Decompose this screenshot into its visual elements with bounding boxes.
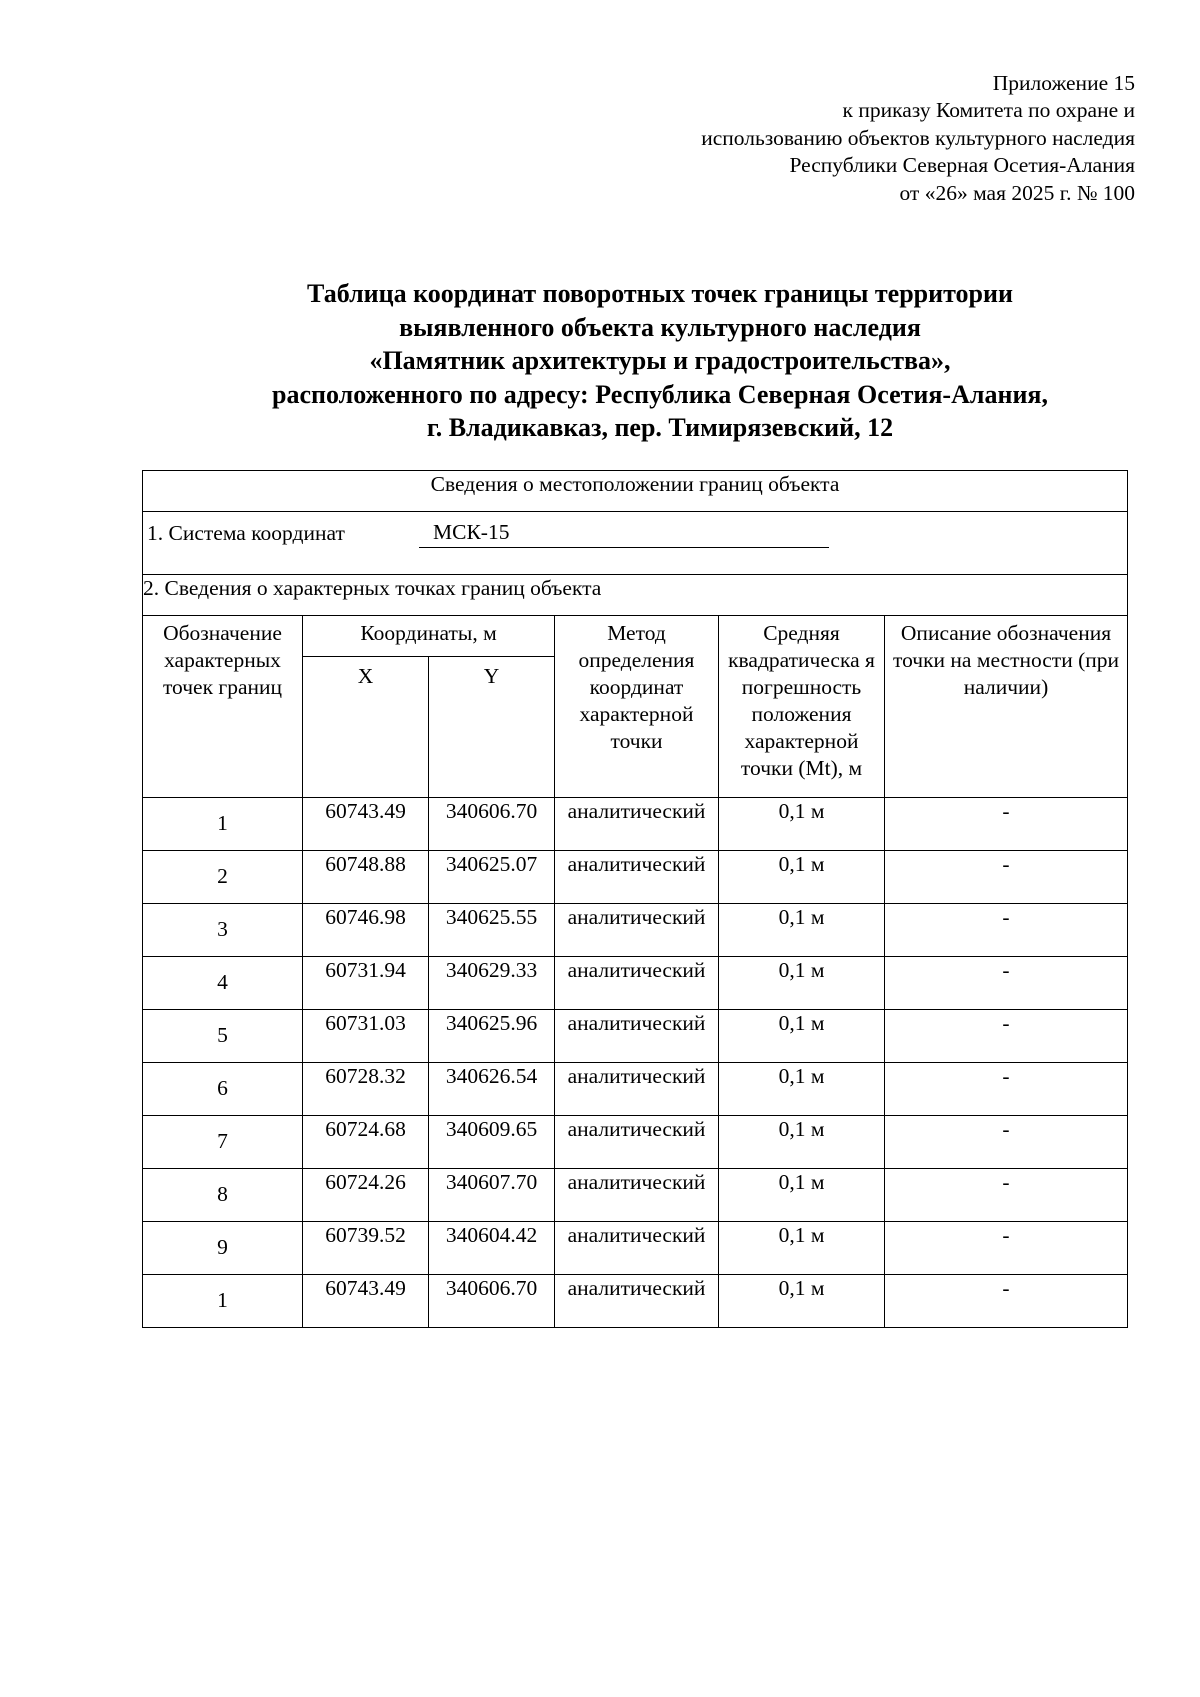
- method-cell: аналитический: [555, 957, 719, 1010]
- description-cell: -: [885, 798, 1128, 851]
- table-row: [143, 851, 1128, 904]
- error-cell: 0,1 м: [719, 1063, 885, 1116]
- error-cell: 0,1 м: [719, 904, 885, 957]
- appendix-line: Республики Северная Осетия-Алания: [789, 153, 1135, 178]
- error-cell: 0,1 м: [719, 1222, 885, 1275]
- method-cell: аналитический: [555, 904, 719, 957]
- point-number-cell: 2: [143, 851, 303, 904]
- appendix-line: к приказу Комитета по охране и: [842, 98, 1135, 123]
- point-number-cell: 4: [143, 957, 303, 1010]
- coordinate-system-label: 1. Система координат: [147, 521, 345, 545]
- table-row: [143, 957, 1128, 1010]
- y-coordinate-cell: 340625.55: [429, 904, 555, 957]
- point-number-cell: 7: [143, 1116, 303, 1169]
- x-coordinate-cell: 60724.26: [303, 1169, 429, 1222]
- table-row: [143, 1275, 1128, 1328]
- header-y: Y: [429, 657, 555, 798]
- method-cell: аналитический: [555, 798, 719, 851]
- error-cell: 0,1 м: [719, 1010, 885, 1063]
- point-number-cell: 3: [143, 904, 303, 957]
- method-cell: аналитический: [555, 1010, 719, 1063]
- point-number-cell: 1: [143, 798, 303, 851]
- method-cell: аналитический: [555, 851, 719, 904]
- error-cell: 0,1 м: [719, 1169, 885, 1222]
- error-cell: 0,1 м: [719, 1116, 885, 1169]
- title-line: выявленного объекта культурного наследия: [399, 312, 921, 342]
- appendix-line: от «26» мая 2025 г. № 100: [899, 180, 1135, 205]
- y-coordinate-cell: 340626.54: [429, 1063, 555, 1116]
- y-coordinate-cell: 340607.70: [429, 1169, 555, 1222]
- x-coordinate-cell: 60731.94: [303, 957, 429, 1010]
- x-coordinate-cell: 60743.49: [303, 798, 429, 851]
- coordinate-system-row: [143, 512, 1128, 575]
- x-coordinate-cell: 60731.03: [303, 1010, 429, 1063]
- table-row: [143, 1169, 1128, 1222]
- point-number-cell: 5: [143, 1010, 303, 1063]
- header-error: Средняя квадратическа я погрешность положения характерной точки (Mt), м: [719, 616, 885, 798]
- x-coordinate-cell: 60739.52: [303, 1222, 429, 1275]
- y-coordinate-cell: 340625.07: [429, 851, 555, 904]
- description-cell: -: [885, 1222, 1128, 1275]
- y-coordinate-cell: 340609.65: [429, 1116, 555, 1169]
- title-line: г. Владикавказ, пер. Тимирязевский, 12: [426, 413, 894, 443]
- header-method: Метод определения координат характерной точки: [555, 616, 719, 798]
- point-number-cell: 6: [143, 1063, 303, 1116]
- y-coordinate-cell: 340604.42: [429, 1222, 555, 1275]
- x-coordinate-cell: 60724.68: [303, 1116, 429, 1169]
- title-line: «Памятник архитектуры и градостроительства»,: [369, 346, 951, 376]
- appendix-line: использованию объектов культурного наследия: [701, 125, 1135, 150]
- y-coordinate-cell: 340625.96: [429, 1010, 555, 1063]
- coordinates-table: [142, 470, 1128, 1328]
- header-description: Описание обозначения точки на местности (при наличии): [885, 616, 1128, 798]
- table-body: [143, 798, 1128, 1328]
- y-coordinate-cell: 340606.70: [429, 1275, 555, 1328]
- point-number-cell: 1: [143, 1275, 303, 1328]
- document-title: [140, 277, 1180, 445]
- points-section-label: 2. Сведения о характерных точках границ объекта: [143, 575, 1128, 616]
- method-cell: аналитический: [555, 1275, 719, 1328]
- x-coordinate-cell: 60728.32: [303, 1063, 429, 1116]
- appendix-line: Приложение 15: [992, 71, 1135, 95]
- description-cell: -: [885, 1010, 1128, 1063]
- error-cell: 0,1 м: [719, 851, 885, 904]
- y-coordinate-cell: 340629.33: [429, 957, 555, 1010]
- description-cell: -: [885, 1116, 1128, 1169]
- error-cell: 0,1 м: [719, 1275, 885, 1328]
- method-cell: аналитический: [555, 1169, 719, 1222]
- description-cell: -: [885, 851, 1128, 904]
- title-line: Таблица координат поворотных точек границы территории: [307, 279, 1013, 308]
- title-line: расположенного по адресу: Республика Северная Осетия-Алания,: [271, 379, 1048, 409]
- method-cell: аналитический: [555, 1116, 719, 1169]
- table-row: [143, 1063, 1128, 1116]
- x-coordinate-cell: 60746.98: [303, 904, 429, 957]
- error-cell: 0,1 м: [719, 957, 885, 1010]
- table-banner: Сведения о местоположении границ объекта: [143, 471, 1128, 512]
- table-row: [143, 1222, 1128, 1275]
- description-cell: -: [885, 904, 1128, 957]
- header-coordinates: Координаты, м: [303, 616, 555, 657]
- coordinate-system-value: МСК-15: [419, 520, 829, 548]
- error-cell: 0,1 м: [719, 798, 885, 851]
- table-row: [143, 1010, 1128, 1063]
- point-number-cell: 8: [143, 1169, 303, 1222]
- table-row: [143, 1116, 1128, 1169]
- y-coordinate-cell: 340606.70: [429, 798, 555, 851]
- x-coordinate-cell: 60743.49: [303, 1275, 429, 1328]
- method-cell: аналитический: [555, 1063, 719, 1116]
- table-row: [143, 904, 1128, 957]
- header-x: X: [303, 657, 429, 798]
- point-number-cell: 9: [143, 1222, 303, 1275]
- table-row: [143, 798, 1128, 851]
- description-cell: -: [885, 1169, 1128, 1222]
- method-cell: аналитический: [555, 1222, 719, 1275]
- header-designation: Обозначение характерных точек границ: [143, 616, 303, 798]
- description-cell: -: [885, 1063, 1128, 1116]
- appendix-block: [701, 70, 1135, 207]
- x-coordinate-cell: 60748.88: [303, 851, 429, 904]
- description-cell: -: [885, 957, 1128, 1010]
- description-cell: -: [885, 1275, 1128, 1328]
